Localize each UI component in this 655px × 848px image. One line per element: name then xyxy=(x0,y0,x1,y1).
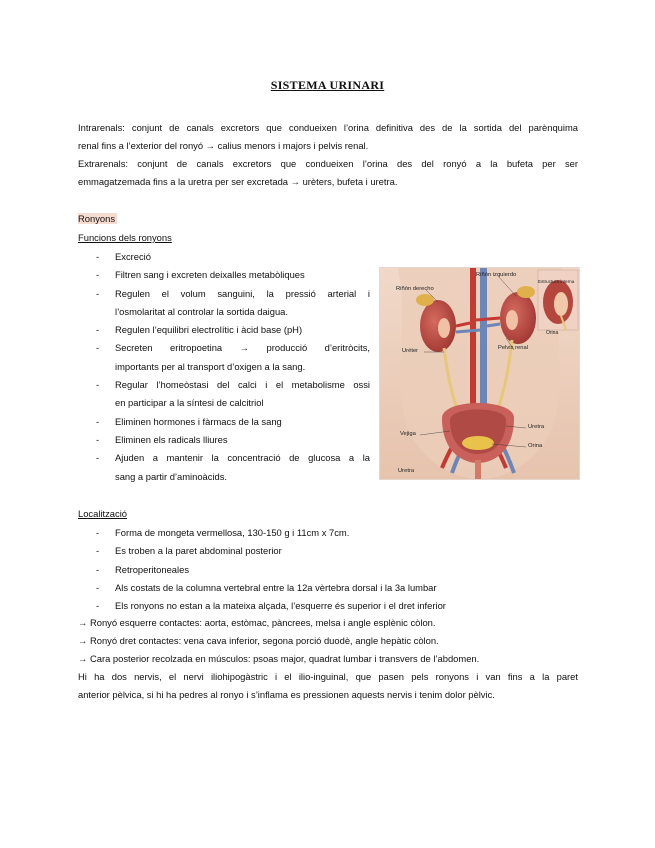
function-item xyxy=(96,449,370,486)
function-item-text: en participar a la síntesi de calcitriol xyxy=(115,397,264,409)
label-rinon-derecho: Riñón derecho xyxy=(396,286,434,292)
label-ureter: Uréter xyxy=(402,348,419,354)
location-item xyxy=(96,561,578,579)
label-uretra-bottom: Uretra xyxy=(398,468,415,474)
list-dash: - xyxy=(96,581,100,593)
function-item-text: Excreció xyxy=(115,251,151,262)
right-kidney-shape xyxy=(420,300,456,352)
function-item xyxy=(96,285,370,322)
location-item-text: Els ronyons no estan a la mateixa alçada, l’esquerre és superior i el dret inferior xyxy=(115,600,446,612)
label-orina-inset: Orina xyxy=(546,330,559,336)
function-item-text: Regular l’homeòstasi del calci i el metabolisme ossi xyxy=(115,379,370,391)
location-item xyxy=(96,542,578,560)
location-item xyxy=(96,579,578,597)
location-item xyxy=(96,524,578,542)
function-item xyxy=(96,321,370,339)
nerves-line-1: Hi ha dos nervis, el nervi iliohipogàstric i el ilio-inguinal, que pasen pels ronyons i van fins a la paret xyxy=(78,671,578,682)
function-item xyxy=(96,431,370,449)
list-dash: - xyxy=(96,545,100,557)
function-item xyxy=(96,413,370,431)
list-dash: - xyxy=(96,433,100,445)
list-dash: - xyxy=(96,452,100,464)
function-item-text: Regulen el volum sanguini, la pressió arterial i xyxy=(115,287,370,299)
function-item-text: Filtren sang i excreten deixalles metabòliques xyxy=(115,269,305,281)
nerves-paragraph xyxy=(78,668,578,704)
list-dash: - xyxy=(96,287,100,299)
extrarenals-line-2: emmagatzemada fins a la uretra per ser excretada → urèters, bufeta i uretra. xyxy=(78,176,398,187)
label-inset: Estructura interna xyxy=(538,279,575,284)
function-item xyxy=(96,266,370,284)
ronyons-heading-text: Ronyons xyxy=(78,213,116,224)
function-item-text: Secreten eritropoetina → producció d’eritròcits, xyxy=(115,342,370,354)
function-item-text: sang a partir d’aminoàcids. xyxy=(115,470,228,482)
intro-paragraph xyxy=(78,119,578,191)
label-orina: Orina xyxy=(528,443,543,449)
location-item xyxy=(96,597,578,615)
intrarenals-line-1: Intrarenals: conjunt de canals excretors que condueixen l’orina definitiva des de la sortida del parènquima xyxy=(78,122,578,133)
location-list xyxy=(96,524,578,615)
label-uretra: Uretra xyxy=(528,424,545,430)
list-dash: - xyxy=(96,324,100,336)
location-item-text: Retroperitoneales xyxy=(115,563,190,575)
function-item-text: importants per al transport d’oxigen a la sang. xyxy=(115,360,306,372)
list-dash: - xyxy=(96,600,100,612)
urinary-system-illustration xyxy=(379,267,580,480)
urinary-anatomy-svg xyxy=(380,268,579,479)
function-item xyxy=(96,248,370,266)
list-dash: - xyxy=(96,563,100,575)
contact-posterior: → Cara posterior recolzada en músculos: psoas major, quadrat lumbar i transvers de l’abdomen. xyxy=(78,653,480,664)
list-dash: - xyxy=(96,251,100,262)
function-item-text: Ajuden a mantenir la concentració de glucosa a la xyxy=(115,452,370,464)
section-heading-ronyons xyxy=(78,212,117,226)
label-pelvis-renal: Pelvis renal xyxy=(498,345,528,351)
function-item-text: l’osmolaritat al controlar la sortida daigua. xyxy=(115,305,289,317)
function-item xyxy=(96,339,370,376)
function-item-text: Eliminen hormones i fàrmacs de la sang xyxy=(115,415,282,427)
intrarenals-line-2: renal fins a l’exterior del ronyó → calius menors i majors i pelvis renal. xyxy=(78,140,369,151)
location-item-text: Als costats de la columna vertebral entre la 12a vèrtebra dorsal i la 3a lumbar xyxy=(115,581,437,593)
subheading-localitzacio: Localització xyxy=(78,508,127,519)
extrarenals-line-1: Extrarenals: conjunt de canals excretors que condueixen l’orina des del ronyó a la bufeta per ser xyxy=(78,158,578,169)
function-item-text: Eliminen els radicals lliures xyxy=(115,433,228,445)
subheading-funcions: Funcions dels ronyons xyxy=(78,232,172,243)
function-item xyxy=(96,376,370,413)
list-dash: - xyxy=(96,415,100,427)
list-dash: - xyxy=(96,527,100,538)
list-dash: - xyxy=(96,342,100,354)
function-item-text: Regulen l’equilibri electrolític i àcid base (pH) xyxy=(115,324,303,336)
list-dash: - xyxy=(96,379,100,391)
label-rinon-izquierdo: Riñón izquierdo xyxy=(476,272,517,278)
contact-right-kidney: → Ronyó dret contactes: vena cava inferior, segona porció duodè, angle hepàtic còlon. xyxy=(78,635,439,646)
contact-left-kidney: → Ronyó esquerre contactes: aorta, estòmac, pàncrees, melsa i angle esplènic còlon. xyxy=(78,617,436,628)
page-title: SISTEMA URINARI xyxy=(270,78,385,92)
nerves-line-2: anterior pèlvica, si hi ha pedres al ronyo i s’inflama es pressionen aquests nervis i tenim dolor pèlvic. xyxy=(78,689,495,700)
location-item-text: Es troben a la paret abdominal posterior xyxy=(115,545,282,557)
list-dash: - xyxy=(96,269,100,281)
label-vejiga: Vejiga xyxy=(400,431,416,437)
functions-list xyxy=(96,248,370,486)
location-item-text: Forma de mongeta vermellosa, 130-150 g i 11cm x 7cm. xyxy=(115,527,350,538)
left-kidney-shape xyxy=(500,292,536,344)
